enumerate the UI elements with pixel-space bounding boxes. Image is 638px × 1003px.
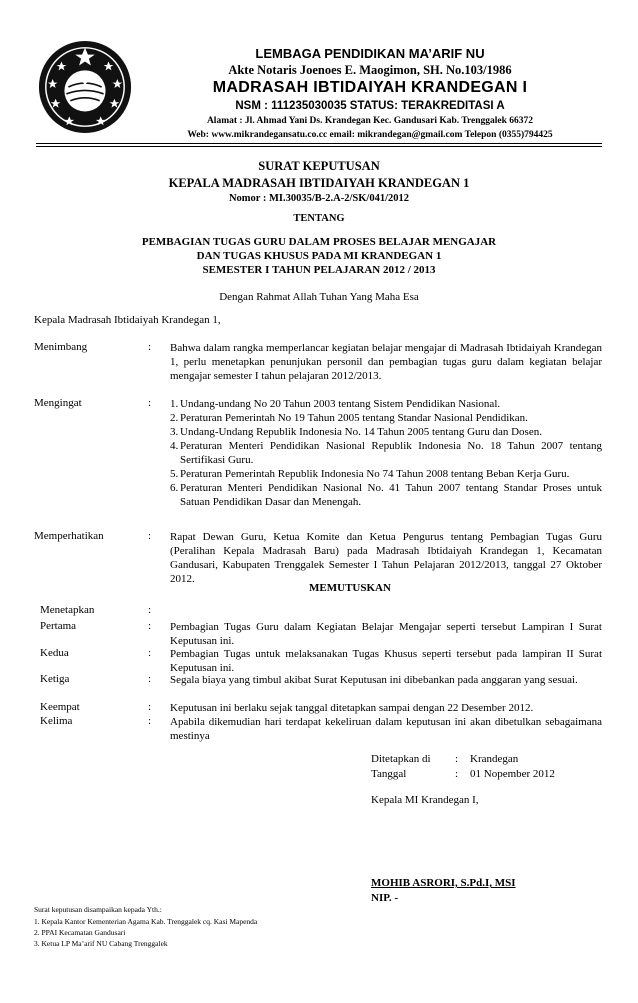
menimbang-colon: : [148,341,152,353]
mengingat-item [170,411,602,425]
header-divider-thick [36,143,602,144]
institution-name: LEMBAGA PENDIDIKAN MA’ARIF NU [255,46,485,61]
keempat-colon: : [148,701,152,713]
document-subtitle: KEPALA MADRASAH IBTIDAIYAH KRANDEGAN 1 [168,176,470,190]
header-divider-thin [36,146,602,147]
about-label: TENTANG [293,213,345,224]
item-number: 4. [170,440,179,452]
item-text: Peraturan Pemerintah Republik Indonesia No 74 Tahun 2008 tentang Beban Kerja Guru. [180,468,570,480]
menimbang-text: Bahwa dalam rangka memperlancar kegiatan belajar mengajar di Madrasah Ibtidaiyah Krandegan 1, perlu menetapkan penunjukan personil dan pembagian tugas guru dalam kegiatan belajar mengajar semester I tahun pelajaran 2012/2013. [170,342,602,382]
signer-name: MOHIB ASRORI, S.Pd.I, MSI [371,877,516,889]
memperhatikan-text: Rapat Dewan Guru, Ketua Komite dan Ketua Pengurus tentang Pembagian Tugas Guru (Peralihan Kepala Madrasah Baru) pada Madrasah Ibtidaiyah Krandegan 1, Kecamatan Gandusari, Kabupaten Trenggalek Semester I Tahun Pelajaran 2012/2013, tanggal 27 Oktober 2012. [170,531,602,585]
pertama-label: Pertama [40,620,77,632]
item-number: 2. [170,412,179,424]
mengingat-item [170,467,602,481]
menetapkan-label: Menetapkan [40,604,95,616]
keempat-label: Keempat [40,701,80,713]
invocation: Dengan Rahmat Allah Tuhan Yang Maha Esa [219,291,419,303]
memperhatikan-label: Memperhatikan [34,530,104,542]
opening-line: Kepala Madrasah Ibtidaiyah Krandegan 1, [34,314,221,326]
kedua-label: Kedua [40,647,69,659]
ketiga-colon: : [148,673,152,685]
memutuskan-heading: MEMUTUSKAN [309,582,391,594]
document-number: Nomor : MI.30035/B-2.A-2/SK/041/2012 [228,193,410,204]
item-number: 1. [170,398,179,410]
mengingat-item [170,397,602,411]
item-number: 3. [170,426,179,438]
date-colon: : [455,768,459,780]
keempat-text: Keputusan ini berlaku sejak tanggal ditetapkan sampai dengan 22 Desember 2012. [170,702,534,714]
kelima-colon: : [148,715,152,727]
distribution-intro: Surat keputusan disampaikan kepada Yth.: [34,905,162,914]
school-name: MADRASAH IBTIDAIYAH KRANDEGAN I [212,79,528,96]
kedua-text: Pembagian Tugas untuk melaksanakan Tugas Khusus seperti tersebut pada lampiran II Surat Keputusan ini. [170,648,602,674]
ketiga-label: Ketiga [40,673,70,685]
mengingat-colon: : [148,397,152,409]
place-colon: : [455,753,459,765]
kelima-label: Kelima [40,715,73,727]
subject-line-1: PEMBAGIAN TUGAS GURU DALAM PROSES BELAJAR MENGAJAR [141,236,497,248]
item-text: Peraturan Menteri Pendidikan Nasional Republik Indonesia No. 18 Tahun 2007 tentang Sertifikasi Guru. [180,440,602,466]
school-address: Alamat : Jl. Ahmad Yani Ds. Krandegan Kec. Gandusari Kab. Trenggalek 66372 [206,116,534,126]
menetapkan-colon: : [148,604,152,616]
item-text: Peraturan Pemerintah No 19 Tahun 2005 tentang Standar Nasional Pendidikan. [180,412,528,424]
memperhatikan-colon: : [148,530,152,542]
document-title: SURAT KEPUTUSAN [258,159,380,173]
mengingat-item [170,439,602,467]
mengingat-item [170,481,602,509]
item-number: 5. [170,468,179,480]
date-value: 01 Nopember 2012 [470,768,555,780]
signer-nip: NIP. - [371,892,399,904]
item-text: Undang-Undang Republik Indonesia No. 14 Tahun 2005 tentang Guru dan Dosen. [180,426,542,438]
place-value: Krandegan [470,753,519,765]
place-label: Ditetapkan di [371,753,431,765]
nsm-status: NSM : 111235030035 STATUS: TERAKREDITASI A [235,100,505,112]
kedua-colon: : [148,647,152,659]
mengingat-item [170,425,602,439]
mengingat-list [170,397,602,509]
distribution-item: 3. Ketua LP Ma’arif NU Cabang Trenggalek [34,939,168,948]
signer-position: Kepala MI Krandegan I, [371,794,479,806]
distribution-item: 1. Kepala Kantor Kementerian Agama Kab. Trenggalek cq. Kasi Mapenda [34,917,258,926]
pertama-colon: : [148,620,152,632]
item-number: 6. [170,482,179,494]
mengingat-label: Mengingat [34,397,82,409]
menimbang-label: Menimbang [34,341,88,353]
ketiga-text: Segala biaya yang timbul akibat Surat Keputusan ini dibebankan pada anggaran yang sesuai. [170,674,578,686]
item-text: Undang-undang No 20 Tahun 2003 tentang Sistem Pendidikan Nasional. [180,398,501,410]
school-contact: Web: www.mikrandegansatu.co.cc email: mikrandegan@gmail.com Telepon (0355)794425 [187,130,553,140]
notary-line: Akte Notaris Joenoes E. Maogimon, SH. No.103/1986 [228,63,512,77]
date-label: Tanggal [371,768,407,780]
nu-logo-icon [36,38,134,136]
item-text: Peraturan Menteri Pendidikan Nasional No. 41 Tahun 2007 tentang Standar Proses untuk Satuan Pendidikan Dasar dan Menengah. [180,482,602,508]
subject-line-3: SEMESTER I TAHUN PELAJARAN 2012 / 2013 [202,264,436,276]
distribution-item: 2. PPAI Kecamatan Gandusari [34,928,126,937]
subject-line-2: DAN TUGAS KHUSUS PADA MI KRANDEGAN 1 [196,250,442,262]
kelima-text: Apabila dikemudian hari terdapat kekeliruan dalam keputusan ini akan dibetulkan sebagaimana mestinya [170,716,602,742]
pertama-text: Pembagian Tugas Guru dalam Kegiatan Belajar Mengajar seperti tersebut Lampiran I Surat Keputusan ini. [170,621,602,647]
